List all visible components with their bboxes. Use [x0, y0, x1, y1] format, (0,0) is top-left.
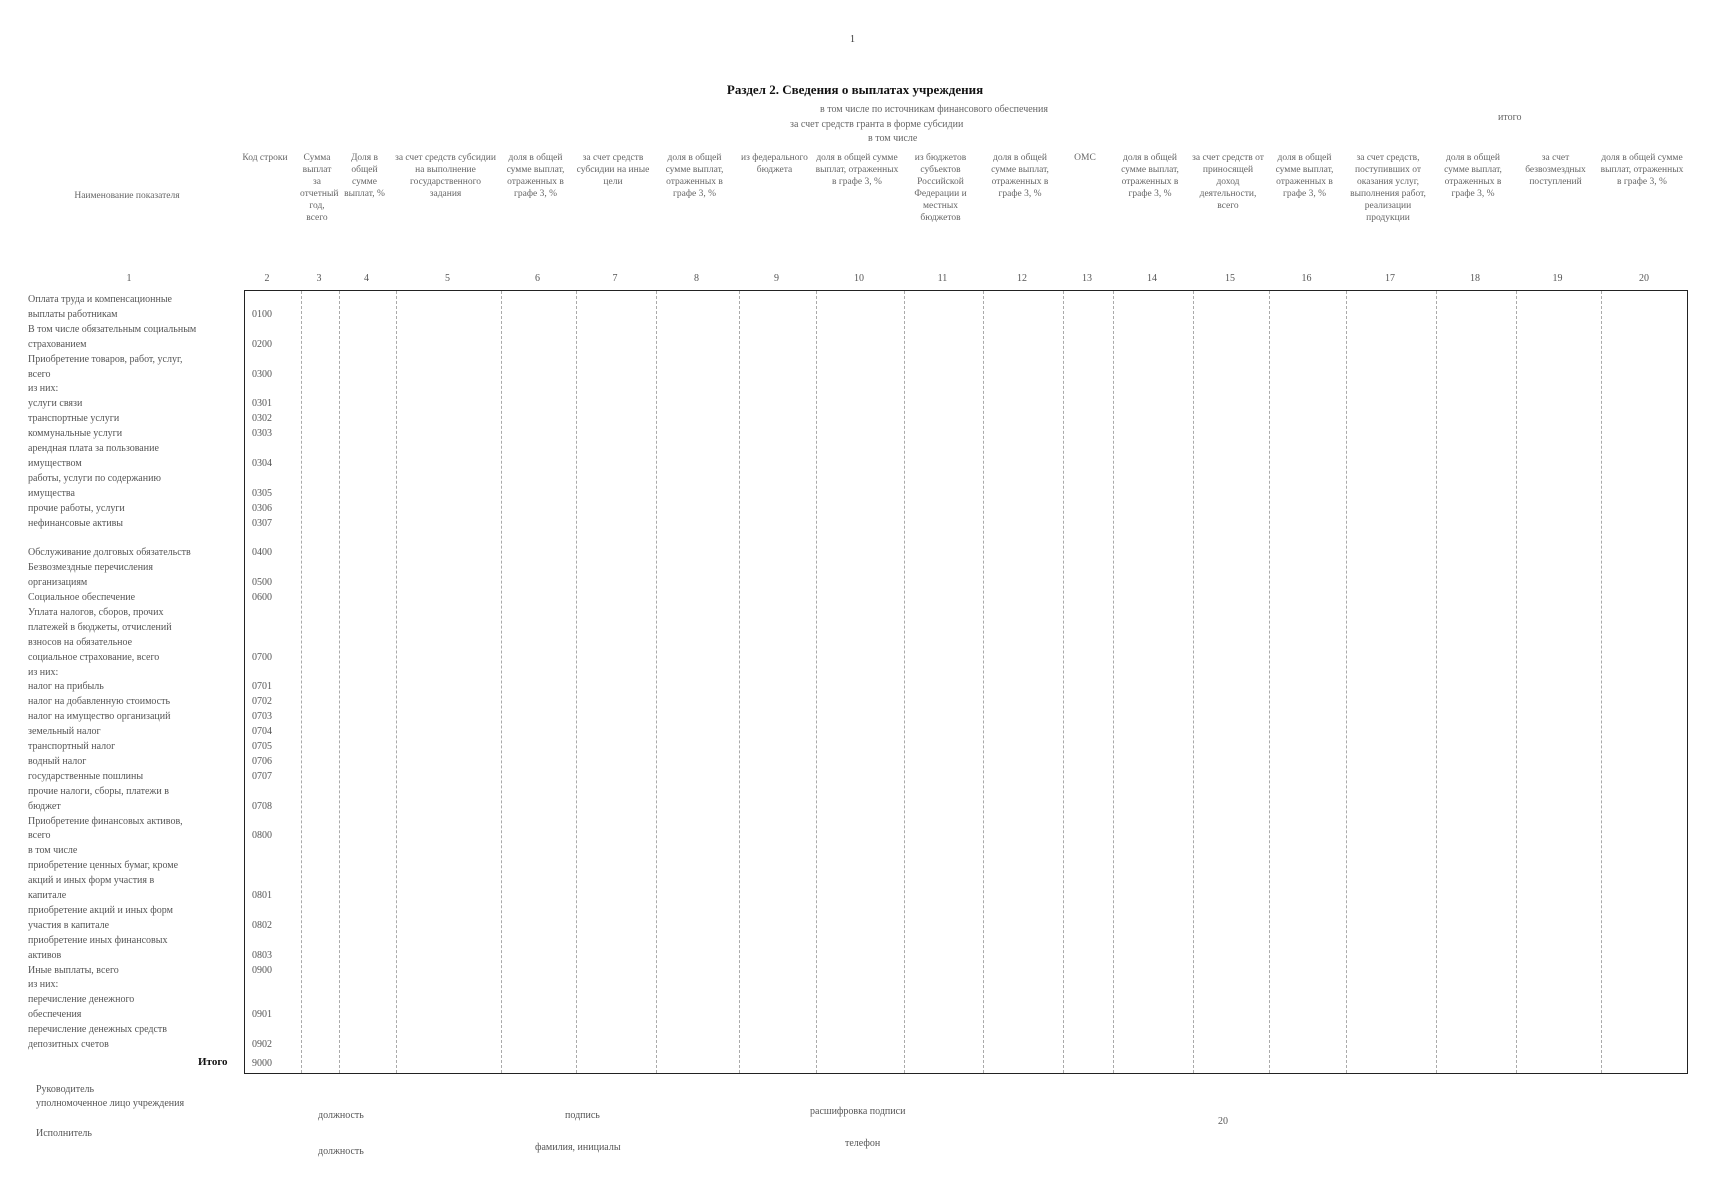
row-code: 0600	[252, 592, 272, 603]
data-grid	[244, 290, 1688, 1074]
row-code: 0702	[252, 696, 272, 708]
column-header-10: доля в общей сумме выплат, отраженных в графе 3, %	[815, 153, 899, 187]
column-divider	[739, 291, 740, 1073]
header-note-including: в том числе	[868, 133, 918, 144]
row-label: работы, услуги по содержанию	[28, 472, 161, 484]
row-code: 0200	[252, 338, 272, 350]
footer-sig-signature: подпись	[565, 1110, 600, 1121]
column-header-6: доля в общей сумме выплат, отраженных в графе 3, %	[506, 153, 565, 199]
footer-head-label: Руководитель	[36, 1084, 95, 1095]
column-header-20: доля в общей сумме выплат, отраженных в графе 3, %	[1600, 153, 1684, 187]
row-label: организациям	[28, 577, 88, 589]
column-number-12: 12	[1017, 273, 1027, 284]
column-divider	[301, 291, 302, 1073]
column-divider	[576, 291, 577, 1073]
column-header-1: Наименование показателя	[74, 191, 180, 201]
row-label: участия в капитале	[28, 919, 110, 931]
row-label: капитале	[28, 890, 67, 901]
row-label: акций и иных форм участия в	[28, 875, 155, 887]
row-label: бюджет	[28, 800, 61, 812]
row-label: выплаты работникам	[28, 308, 118, 320]
row-code: 0703	[252, 711, 272, 723]
row-label: из них:	[28, 979, 59, 991]
column-number-13: 13	[1082, 273, 1092, 284]
row-code: 0305	[252, 487, 272, 499]
row-code: 0902	[252, 1039, 272, 1050]
column-divider	[816, 291, 817, 1073]
row-label: платежей в бюджеты, отчислений	[28, 621, 172, 633]
row-code: 0801	[252, 890, 272, 901]
row-label: из них:	[28, 666, 59, 678]
column-divider	[1063, 291, 1064, 1073]
row-code: 0705	[252, 741, 272, 752]
column-number-14: 14	[1147, 273, 1157, 284]
total-code: 9000	[252, 1058, 272, 1069]
row-label: государственные пошлины	[28, 770, 144, 782]
page-title: Раздел 2. Сведения о выплатах учреждения	[726, 82, 984, 97]
row-code: 0700	[252, 651, 272, 663]
column-number-3: 3	[316, 273, 322, 284]
column-number-7: 7	[612, 273, 618, 284]
row-label: прочие налоги, сборы, платежи в	[28, 785, 169, 797]
row-label: земельный налог	[28, 726, 101, 738]
row-code: 0901	[252, 1009, 272, 1021]
row-label: Уплата налогов, сборов, прочих	[28, 606, 164, 618]
row-label: Оплата труда и компенсационные	[28, 294, 172, 305]
row-code: 0301	[252, 398, 272, 410]
column-divider	[339, 291, 340, 1073]
row-label: всего	[28, 368, 51, 380]
column-number-19: 19	[1552, 273, 1563, 284]
row-label: обеспечения	[28, 1009, 82, 1021]
column-divider	[1269, 291, 1270, 1073]
column-header-13: ОМС	[1074, 153, 1096, 163]
page-number: 1	[850, 34, 855, 45]
row-label: имущества	[28, 487, 75, 499]
column-divider	[656, 291, 657, 1073]
column-number-20: 20	[1639, 273, 1649, 284]
header-note-total: итого	[1498, 112, 1522, 123]
row-label: транспортный налог	[28, 741, 116, 752]
row-label: в том числе	[28, 845, 78, 857]
row-label: прочие работы, услуги	[28, 502, 125, 514]
footer-exec-name: фамилия, инициалы	[535, 1142, 621, 1153]
row-label: приобретение акций и иных форм	[28, 904, 173, 916]
column-divider	[1193, 291, 1194, 1073]
column-header-4: Доля в общей сумме выплат, %	[344, 153, 385, 199]
footer-exec-phone: телефон	[845, 1138, 881, 1149]
column-header-17: за счет средств, поступивших от оказания услуг, выполнения работ, реализации продукции	[1350, 153, 1426, 223]
column-divider	[1436, 291, 1437, 1073]
row-label: Обслуживание долговых обязательств	[28, 547, 191, 559]
row-label: услуги связи	[28, 398, 83, 410]
column-divider	[983, 291, 984, 1073]
row-label: всего	[28, 830, 51, 842]
row-code: 0708	[252, 800, 272, 812]
row-code: 0100	[252, 308, 272, 320]
row-code: 0307	[252, 517, 272, 529]
row-label: перечисление денежных средств	[28, 1024, 168, 1036]
row-label: налог на добавленную стоимость	[28, 696, 171, 708]
column-divider	[501, 291, 502, 1073]
column-divider	[1601, 291, 1602, 1073]
footer-sig-decoding: расшифровка подписи	[810, 1106, 906, 1117]
row-code: 0306	[252, 502, 272, 514]
row-label: Иные выплаты, всего	[28, 964, 119, 976]
row-code: 0500	[252, 577, 272, 589]
column-number-5: 5	[445, 273, 450, 284]
row-label: активов	[28, 949, 62, 961]
row-code: 0701	[252, 681, 272, 693]
column-divider	[396, 291, 397, 1073]
column-header-2: Код строки	[242, 153, 288, 163]
row-label: Приобретение финансовых активов,	[28, 815, 183, 827]
row-code: 0707	[252, 770, 272, 782]
column-number-6: 6	[535, 273, 540, 284]
column-number-17: 17	[1385, 273, 1395, 284]
row-label: приобретение ценных бумаг, кроме	[28, 860, 179, 872]
footer-head-sublabel: уполномоченное лицо учреждения	[36, 1098, 185, 1109]
column-number-15: 15	[1225, 273, 1235, 284]
row-label: нефинансовые активы	[28, 517, 124, 529]
row-code: 0704	[252, 726, 272, 738]
row-code: 0400	[252, 547, 272, 559]
column-number-1: 1	[126, 273, 132, 284]
column-header-16: доля в общей сумме выплат, отраженных в графе 3, %	[1275, 153, 1334, 199]
header-note-grant: за счет средств гранта в форме субсидии	[790, 119, 964, 130]
footer-year: 20	[1218, 1116, 1228, 1127]
column-header-15: за счет средств от приносящей доход деятельности, всего	[1192, 153, 1264, 211]
row-label: коммунальные услуги	[28, 428, 123, 440]
column-number-16: 16	[1301, 273, 1312, 284]
column-number-18: 18	[1470, 273, 1480, 284]
row-label: транспортные услуги	[28, 413, 120, 425]
row-code: 0303	[252, 428, 272, 440]
total-label: Итого	[198, 1056, 228, 1068]
column-header-19: за счет безвозмездных поступлений	[1525, 153, 1586, 187]
column-number-11: 11	[937, 273, 948, 284]
column-number-8: 8	[694, 273, 699, 284]
column-number-10: 10	[854, 273, 864, 284]
row-code: 0802	[252, 919, 272, 931]
row-code: 0800	[252, 830, 272, 842]
column-header-9: из федерального бюджета	[741, 153, 808, 175]
column-number-4: 4	[364, 273, 369, 284]
column-divider	[1516, 291, 1517, 1073]
column-header-18: доля в общей сумме выплат, отраженных в графе 3, %	[1444, 153, 1502, 199]
row-code: 0803	[252, 949, 272, 961]
row-label: депозитных счетов	[28, 1039, 109, 1050]
row-label: водный налог	[28, 755, 87, 767]
row-code: 0304	[252, 457, 272, 469]
row-code: 0900	[252, 964, 272, 976]
column-number-2: 2	[264, 273, 270, 284]
column-divider	[1113, 291, 1114, 1073]
row-label: страхованием	[28, 338, 87, 350]
column-header-12: доля в общей сумме выплат, отраженных в графе 3, %	[991, 153, 1049, 199]
row-label: имуществом	[28, 457, 82, 469]
column-header-5: за счет средств субсидии на выполнение государственного задания	[395, 153, 496, 199]
row-label: приобретение иных финансовых	[28, 934, 168, 946]
row-label: взносов на обязательное	[28, 636, 133, 648]
footer-executor-label: Исполнитель	[36, 1128, 92, 1139]
row-label: арендная плата за пользование	[28, 443, 159, 454]
row-code: 0706	[252, 755, 272, 767]
row-label: В том числе обязательным социальным	[28, 323, 197, 335]
row-label: налог на прибыль	[28, 681, 104, 693]
column-header-14: доля в общей сумме выплат, отраженных в графе 3, %	[1121, 153, 1179, 199]
row-label: социальное страхование, всего	[28, 651, 160, 663]
column-header-3: Сумма выплат за отчетный год, всего	[300, 153, 339, 223]
row-label: Социальное обеспечение	[28, 592, 136, 603]
row-label: Приобретение товаров, работ, услуг,	[28, 353, 183, 365]
row-code: 0302	[252, 413, 272, 425]
row-label: Безвозмездные перечисления	[28, 562, 153, 574]
column-header-11: из бюджетов субъектов Российской Федерации и местных бюджетов	[914, 153, 967, 223]
header-note-sources: в том числе по источникам финансового обеспечения	[820, 104, 1048, 115]
row-code: 0300	[252, 368, 272, 380]
column-header-8: доля в общей сумме выплат, отраженных в графе 3, %	[665, 153, 724, 199]
column-divider	[1346, 291, 1347, 1073]
row-label: налог на имущество организаций	[28, 711, 171, 723]
column-number-9: 9	[774, 273, 779, 284]
footer-sig-position: должность	[318, 1110, 364, 1121]
row-label: из них:	[28, 383, 59, 395]
footer-exec-position: должность	[318, 1146, 364, 1157]
column-divider	[904, 291, 905, 1073]
column-header-7: за счет средств субсидии на иные цели	[576, 153, 650, 187]
row-label: перечисление денежного	[28, 994, 135, 1006]
